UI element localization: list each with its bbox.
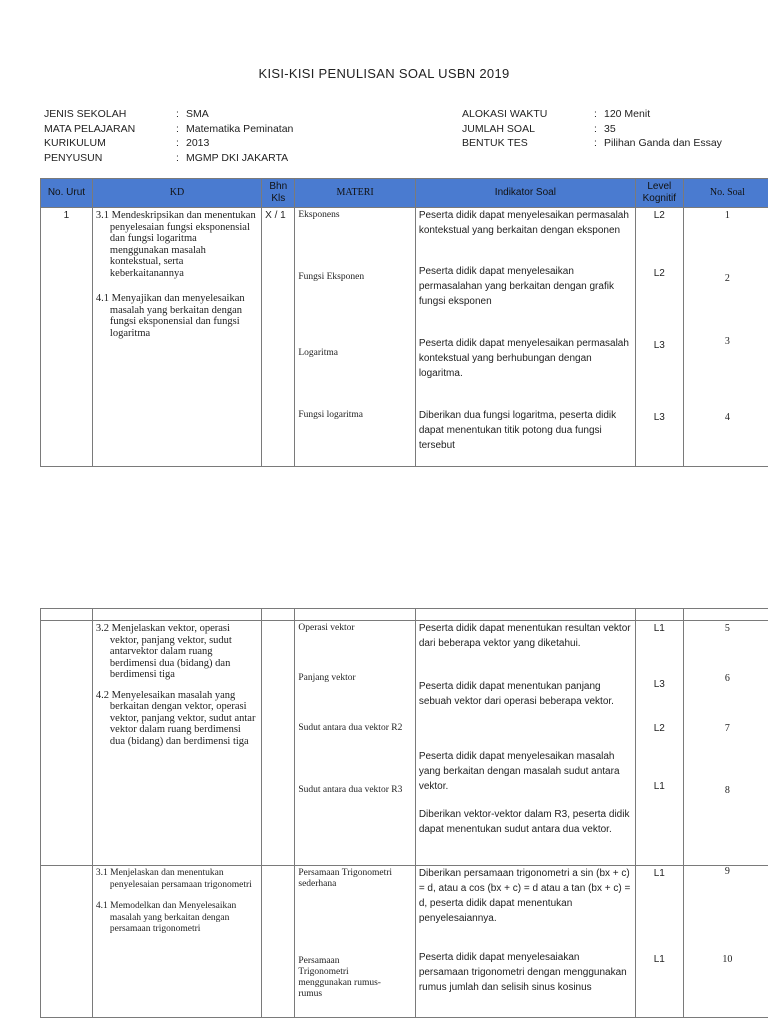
level-item: L1 xyxy=(653,868,665,879)
meta-label: JENIS SEKOLAH xyxy=(44,108,127,120)
no-soal-item: 9 xyxy=(724,866,730,877)
cell-bhn-kls: X / 1 xyxy=(262,208,295,467)
no-soal-item: 5 xyxy=(724,623,730,634)
table-header-row xyxy=(41,179,768,208)
meta-separator: : xyxy=(176,122,179,135)
meta-label: BENTUK TES xyxy=(462,137,528,149)
cell-level xyxy=(635,866,683,1018)
meta-label: KURIKULUM xyxy=(44,137,106,149)
meta-value: SMA xyxy=(186,108,209,120)
meta-separator: : xyxy=(594,137,597,149)
header-level: Level Kognitif xyxy=(635,179,683,208)
materi-item: Persamaan Trigonometri sederhana xyxy=(298,868,393,889)
cell-kd xyxy=(92,621,261,866)
level-item: L2 xyxy=(653,723,665,734)
table-row xyxy=(41,866,768,1018)
no-soal-item: 4 xyxy=(724,412,730,423)
indikator-item: Diberikan persamaan trigonometri a sin (bx + c) = d, atau a cos (bx + c) = d atau a tan (bx + c) = d, peserta didik dapat menentukan penyelesaiannya. xyxy=(418,868,631,924)
meta-label: ALOKASI WAKTU xyxy=(462,108,548,120)
indikator-item: Peserta didik dapat menyelesaikan permasalahan yang berkaitan dengan grafik fungsi eksponen xyxy=(418,266,614,307)
no-soal-item: 1 xyxy=(724,210,730,221)
meta-separator: : xyxy=(594,108,597,120)
materi-item: Fungsi Eksponen xyxy=(298,272,365,282)
level-item: L1 xyxy=(653,623,665,634)
no-soal-item: 10 xyxy=(722,954,733,965)
level-item: L3 xyxy=(653,340,665,351)
cell-no-urut: 1 xyxy=(41,208,93,467)
kd-item: 3.2 Menjelaskan vektor, operasi vektor, panjang vektor, sudut antarvektor dalam ruang berdimensi dua (bidang) dan berdimensi tiga xyxy=(95,623,232,680)
meta-row xyxy=(44,122,293,137)
meta-separator: : xyxy=(176,137,179,149)
empty-cell xyxy=(41,609,93,621)
indikator-item: Peserta didik dapat menyelesaiakan persamaan trigonometri dengan menggunakan rumus jumlah dan selisih sinus kosinus xyxy=(418,952,627,993)
no-soal-item: 8 xyxy=(724,785,730,796)
cell-kd xyxy=(92,866,261,1018)
header-kd: KD xyxy=(92,179,261,208)
meta-row xyxy=(44,107,293,122)
cell-bhn-kls xyxy=(262,866,295,1018)
meta-row xyxy=(462,136,722,151)
header-no-urut: No. Urut xyxy=(41,179,93,208)
level-item: L1 xyxy=(653,954,665,965)
indikator-item: Peserta didik dapat menyelesaikan permasalah kontekstual yang berhubungan dengan logaritma. xyxy=(418,338,629,379)
meta-value: Matematika Peminatan xyxy=(186,122,294,135)
indikator-item: Peserta didik dapat menentukan panjang sebuah vektor dari operasi beberapa vektor. xyxy=(418,681,614,707)
cell-level xyxy=(635,621,683,866)
meta-separator: : xyxy=(176,108,179,120)
meta-value: 2013 xyxy=(186,137,210,149)
header-materi: MATERI xyxy=(295,179,415,208)
cell-kd xyxy=(92,208,261,467)
cell-materi xyxy=(295,866,415,1018)
level-item: L3 xyxy=(653,679,665,690)
indikator-item: Diberikan dua fungsi logaritma, peserta didik dapat menentukan titik potong dua fungsi tersebut xyxy=(418,410,617,451)
meta-value: 35 xyxy=(604,122,616,135)
meta-label: PENYUSUN xyxy=(44,151,103,164)
cell-materi xyxy=(295,208,415,467)
meta-left xyxy=(44,107,293,165)
materi-item: Sudut antara dua vektor R2 xyxy=(298,723,403,733)
kd-item: 3.1 Menjelaskan dan menentukan penyelesaian persamaan trigonometri xyxy=(95,868,252,890)
empty-cell xyxy=(295,609,415,621)
empty-cell xyxy=(92,609,261,621)
kd-item: 4.1 Menyajikan dan menyelesaikan masalah yang berkaitan dengan fungsi eksponensial dan fungsi logaritma xyxy=(95,293,245,339)
materi-item: Operasi vektor xyxy=(298,623,355,633)
cell-indikator xyxy=(415,208,635,467)
empty-cell xyxy=(262,609,295,621)
table-row xyxy=(41,208,768,467)
meta-label: MATA PELAJARAN xyxy=(44,122,136,135)
cell-no-urut xyxy=(41,621,93,866)
meta-value: MGMP DKI JAKARTA xyxy=(186,151,289,164)
empty-cell xyxy=(683,609,768,621)
meta-value: 120 Menit xyxy=(604,108,651,120)
cell-no-soal xyxy=(683,621,768,866)
meta-row xyxy=(462,107,722,122)
level-item: L2 xyxy=(653,268,665,279)
meta-row xyxy=(44,151,293,166)
cell-no-soal xyxy=(683,208,768,467)
materi-item: Persamaan Trigonometri menggunakan rumus-rumus xyxy=(298,956,381,999)
no-soal-item: 3 xyxy=(724,336,730,347)
cell-indikator xyxy=(415,621,635,866)
cell-materi xyxy=(295,621,415,866)
materi-item: Eksponens xyxy=(298,210,340,220)
empty-cell xyxy=(635,609,683,621)
document-title: KISI-KISI PENULISAN SOAL USBN 2019 xyxy=(258,66,510,81)
materi-item: Sudut antara dua vektor R3 xyxy=(298,785,403,795)
cell-bhn-kls xyxy=(262,621,295,866)
meta-row xyxy=(462,122,722,137)
meta-value: Pilihan Ganda dan Essay xyxy=(604,137,722,149)
meta-separator: : xyxy=(176,151,179,164)
level-item: L3 xyxy=(653,412,665,423)
indikator-item: Peserta didik dapat menyelesaikan masalah yang berkaitan dengan masalah sudut antara vektor. xyxy=(418,751,620,792)
indikator-item: Diberikan vektor-vektor dalam R3, peserta didik dapat menentukan sudut antara dua vektor. xyxy=(418,809,630,835)
table-row xyxy=(41,621,768,866)
kd-item: 4.1 Memodelkan dan Menyelesaikan masalah yang berkaitan dengan persamaan trigonometri xyxy=(95,901,237,934)
no-soal-item: 7 xyxy=(724,723,730,734)
meta-right xyxy=(462,107,722,151)
indikator-item: Peserta didik dapat menyelesaikan permasalah kontekstual yang berkaitan dengan eksponen xyxy=(418,210,629,236)
meta-row xyxy=(44,136,293,151)
header-indikator: Indikator Soal xyxy=(415,179,635,208)
no-soal-item: 6 xyxy=(724,673,730,684)
meta-separator: : xyxy=(594,122,597,135)
cell-no-urut xyxy=(41,866,93,1018)
kd-item: 4.2 Menyelesaikan masalah yang berkaitan dengan vektor, operasi vektor, panjang vektor, sudut antar vektor dalam ruang berdimensi dua (bidang) dan berdimensi tiga xyxy=(95,689,256,747)
table-empty-header-row xyxy=(41,609,768,621)
materi-item: Fungsi logaritma xyxy=(298,410,364,420)
indikator-item: Peserta didik dapat menentukan resultan vektor dari beberapa vektor yang diketahui. xyxy=(418,623,631,649)
level-item: L2 xyxy=(653,210,665,221)
kisi-kisi-table-2 xyxy=(40,608,768,1018)
meta-label: JUMLAH SOAL xyxy=(462,122,535,135)
cell-level xyxy=(635,208,683,467)
header-bhn-kls: Bhn Kls xyxy=(262,179,295,208)
empty-cell xyxy=(415,609,635,621)
cell-no-soal xyxy=(683,866,768,1018)
kisi-kisi-table-1 xyxy=(40,178,768,467)
kd-item: 3.1 Mendeskripsikan dan menentukan penyelesaian fungsi eksponensial dan fungsi logaritma menggunakan masalah kontekstual, serta keberkaitanannya xyxy=(95,210,256,279)
header-no-soal: No. Soal xyxy=(683,179,768,208)
cell-indikator xyxy=(415,866,635,1018)
materi-item: Panjang vektor xyxy=(298,673,356,683)
level-item: L1 xyxy=(653,781,665,792)
materi-item: Logaritma xyxy=(298,348,338,358)
no-soal-item: 2 xyxy=(724,273,730,284)
